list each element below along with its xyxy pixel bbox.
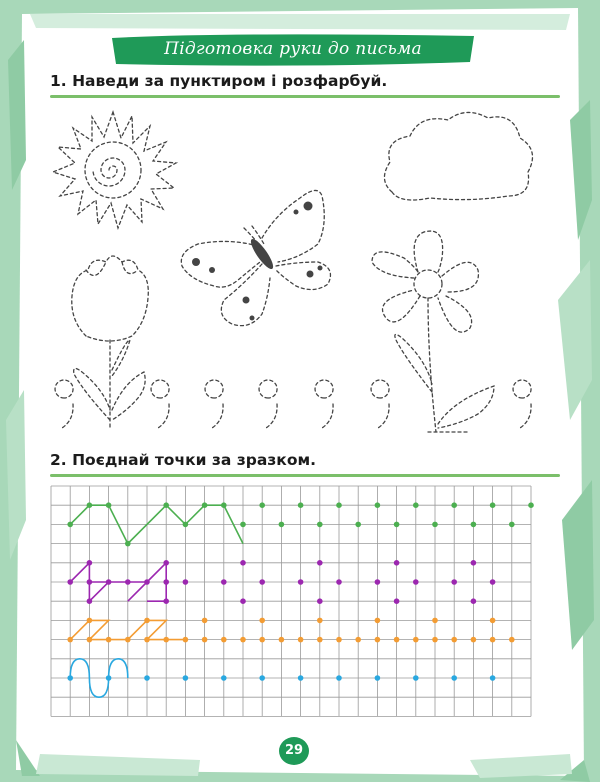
dot-orange[interactable] (221, 637, 227, 643)
dot-orange[interactable] (279, 637, 285, 643)
dot-orange[interactable] (144, 637, 150, 643)
dot-green[interactable] (183, 522, 189, 528)
dot-purple[interactable] (451, 579, 457, 585)
dot-orange[interactable] (490, 637, 496, 643)
dot-orange[interactable] (490, 618, 496, 624)
dot-purple[interactable] (144, 579, 150, 585)
dot-blue[interactable] (259, 675, 265, 681)
dot-green[interactable] (471, 522, 477, 528)
dot-purple[interactable] (240, 598, 246, 604)
dot-orange[interactable] (259, 618, 265, 624)
dot-green[interactable] (202, 502, 208, 508)
dot-orange[interactable] (432, 637, 438, 643)
dot-purple[interactable] (259, 579, 265, 585)
dot-purple[interactable] (221, 579, 227, 585)
page-number: 29 (279, 737, 309, 765)
dot-green[interactable] (279, 522, 285, 528)
dot-purple[interactable] (490, 579, 496, 585)
dot-purple[interactable] (317, 560, 323, 566)
dot-green[interactable] (87, 502, 93, 508)
dot-green[interactable] (336, 502, 342, 508)
dot-orange[interactable] (432, 618, 438, 624)
dot-purple[interactable] (67, 579, 73, 585)
dot-purple[interactable] (87, 579, 93, 585)
dot-green[interactable] (125, 541, 131, 547)
dot-green[interactable] (240, 522, 246, 528)
dot-orange[interactable] (163, 637, 169, 643)
dot-orange[interactable] (202, 637, 208, 643)
dot-purple[interactable] (87, 560, 93, 566)
header-title: Підготовка руки до письма (164, 39, 422, 59)
dot-orange[interactable] (375, 618, 381, 624)
dot-orange[interactable] (298, 637, 304, 643)
dot-blue[interactable] (298, 675, 304, 681)
dot-blue[interactable] (375, 675, 381, 681)
dot-green[interactable] (67, 522, 73, 528)
dot-green[interactable] (221, 502, 227, 508)
dot-purple[interactable] (471, 598, 477, 604)
dot-purple[interactable] (413, 579, 419, 585)
task-1-instruction: 1. Наведи за пунктиром і розфарбуй. (50, 72, 388, 90)
dot-green[interactable] (528, 502, 534, 508)
dot-orange[interactable] (87, 618, 93, 624)
dot-green[interactable] (413, 502, 419, 508)
dot-purple[interactable] (240, 560, 246, 566)
dot-purple[interactable] (394, 598, 400, 604)
dot-purple[interactable] (471, 560, 477, 566)
dot-purple[interactable] (336, 579, 342, 585)
dot-orange[interactable] (67, 637, 73, 643)
dot-blue[interactable] (106, 675, 112, 681)
dot-green[interactable] (509, 522, 515, 528)
dot-purple[interactable] (375, 579, 381, 585)
dot-orange[interactable] (106, 637, 112, 643)
dot-green[interactable] (451, 502, 457, 508)
dot-purple[interactable] (183, 579, 189, 585)
dot-purple[interactable] (87, 598, 93, 604)
dot-green[interactable] (432, 522, 438, 528)
dot-orange[interactable] (183, 637, 189, 643)
dot-orange[interactable] (317, 637, 323, 643)
dot-orange[interactable] (394, 637, 400, 643)
dot-orange[interactable] (471, 637, 477, 643)
dot-blue[interactable] (490, 675, 496, 681)
dot-green[interactable] (317, 522, 323, 528)
task-2-instruction: 2. Поєднай точки за зразком. (50, 451, 317, 469)
dot-purple[interactable] (317, 598, 323, 604)
dot-green[interactable] (106, 502, 112, 508)
dot-orange[interactable] (202, 618, 208, 624)
dot-green[interactable] (355, 522, 361, 528)
dot-green[interactable] (490, 502, 496, 508)
dot-blue[interactable] (67, 675, 73, 681)
dot-purple[interactable] (394, 560, 400, 566)
dot-orange[interactable] (375, 637, 381, 643)
dot-blue[interactable] (336, 675, 342, 681)
dot-purple[interactable] (125, 579, 131, 585)
dot-orange[interactable] (509, 637, 515, 643)
dot-orange[interactable] (125, 637, 131, 643)
dot-blue[interactable] (144, 675, 150, 681)
dot-blue[interactable] (221, 675, 227, 681)
dot-orange[interactable] (240, 637, 246, 643)
dot-green[interactable] (163, 502, 169, 508)
dot-orange[interactable] (87, 637, 93, 643)
dot-blue[interactable] (183, 675, 189, 681)
dot-purple[interactable] (163, 579, 169, 585)
dot-orange[interactable] (259, 637, 265, 643)
dot-orange[interactable] (144, 618, 150, 624)
dot-purple[interactable] (298, 579, 304, 585)
dot-orange[interactable] (355, 637, 361, 643)
dot-blue[interactable] (413, 675, 419, 681)
dot-orange[interactable] (451, 637, 457, 643)
dot-green[interactable] (259, 502, 265, 508)
dot-orange[interactable] (413, 637, 419, 643)
dot-green[interactable] (298, 502, 304, 508)
dot-green[interactable] (394, 522, 400, 528)
dot-purple[interactable] (106, 579, 112, 585)
dot-green[interactable] (375, 502, 381, 508)
dot-orange[interactable] (317, 618, 323, 624)
dot-orange[interactable] (336, 637, 342, 643)
dot-purple[interactable] (163, 598, 169, 604)
dot-purple[interactable] (163, 560, 169, 566)
dot-blue[interactable] (451, 675, 457, 681)
